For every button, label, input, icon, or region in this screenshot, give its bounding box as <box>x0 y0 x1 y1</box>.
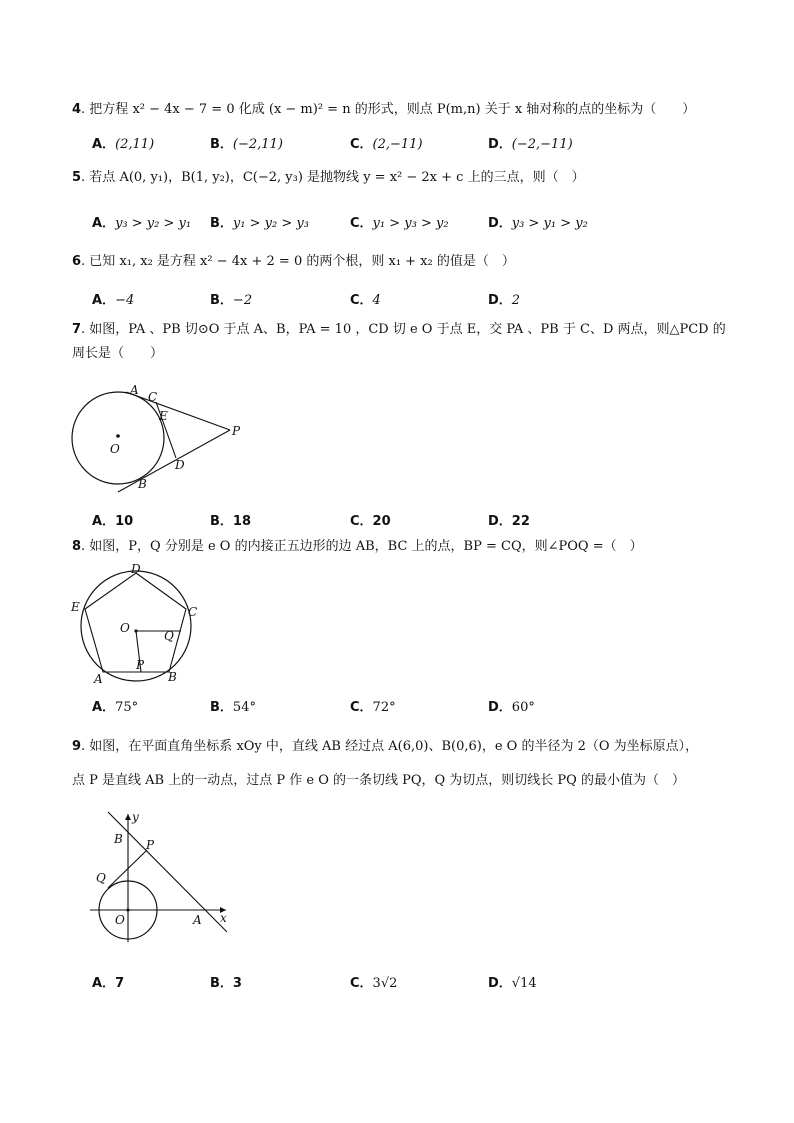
question-7 <box>72 318 732 366</box>
label-p: P <box>232 424 241 438</box>
option-c[interactable]: C．3√2 <box>350 976 398 991</box>
option-c[interactable]: C．(2,−11) <box>350 137 423 152</box>
question-9 <box>72 730 732 798</box>
question-stem: . 如图，在平面直角坐标系 xOy 中，直线 AB 经过点 A(6,0)、B(0,6)，e O 的半径为 2（O 为坐标原点）， <box>81 739 699 754</box>
label-e: E <box>159 409 168 423</box>
question-number: 8 <box>72 539 82 554</box>
label-p: P <box>136 658 145 672</box>
question-number: 9 <box>72 739 82 754</box>
question-stem-continued: 周长是（ ） <box>72 346 164 361</box>
option-b[interactable]: B．y₁ > y₂ > y₃ <box>210 216 309 231</box>
q9-figure <box>86 808 236 948</box>
label-b: B <box>138 477 147 491</box>
label-c: C <box>188 605 198 619</box>
option-a[interactable]: A．7 <box>92 976 125 991</box>
question-6 <box>72 250 732 274</box>
option-c[interactable]: C．20 <box>350 514 391 529</box>
option-a[interactable]: A．75° <box>92 700 139 715</box>
label-q: Q <box>96 871 106 885</box>
question-number: 6 <box>72 254 82 269</box>
label-c: C <box>148 390 158 404</box>
question-stem-continued: 点 P 是直线 AB 上的一动点，过点 P 作 e O 的一条切线 PQ，Q 为切点，则切线长 PQ 的最小值为（ ） <box>72 773 685 788</box>
option-b[interactable]: B．(−2,11) <box>210 137 283 152</box>
option-d[interactable]: D．(−2,−11) <box>488 137 573 152</box>
line-ab <box>108 812 227 932</box>
question-number: 5 <box>72 170 82 185</box>
option-d[interactable]: D．y₃ > y₁ > y₂ <box>488 216 588 231</box>
option-a[interactable]: A．10 <box>92 514 134 529</box>
label-b: B <box>168 670 177 684</box>
question-5 <box>72 166 732 190</box>
label-o: O <box>110 442 120 456</box>
center-point <box>134 629 137 632</box>
option-b[interactable]: B．−2 <box>210 293 253 308</box>
label-x: x <box>220 911 227 925</box>
origin-point <box>126 908 129 911</box>
option-d[interactable]: D．60° <box>488 700 535 715</box>
label-q: Q <box>164 629 174 643</box>
label-a: A <box>130 383 139 397</box>
option-b[interactable]: B．18 <box>210 514 252 529</box>
question-stem: . 已知 x₁, x₂ 是方程 x² − 4x + 2 = 0 的两个根，则 x₁ + x₂ 的值是（ ） <box>81 254 515 269</box>
y-axis-arrow <box>125 814 131 820</box>
q7-figure <box>66 378 256 496</box>
question-4 <box>72 98 732 122</box>
option-d[interactable]: D．√14 <box>488 976 537 991</box>
label-e: E <box>71 600 80 614</box>
question-stem: . 把方程 x² − 4x − 7 = 0 化成 (x − m)² = n 的形式，则点 P(m,n) 关于 x 轴对称的点的坐标为（ ） <box>81 102 696 117</box>
option-a[interactable]: A．y₃ > y₂ > y₁ <box>92 216 192 231</box>
circle-o <box>72 392 164 484</box>
option-a[interactable]: A．(2,11) <box>92 137 155 152</box>
option-b[interactable]: B．54° <box>210 700 256 715</box>
tangent-pb <box>118 430 230 492</box>
option-c[interactable]: C．72° <box>350 700 396 715</box>
option-d[interactable]: D．2 <box>488 293 521 308</box>
label-b: B <box>114 832 123 846</box>
question-stem: . 如图，PA 、PB 切⊙O 于点 A、B，PA = 10 ，CD 切 e O 于点 E，交 PA 、PB 于 C、D 两点，则△PCD 的 <box>81 322 726 337</box>
label-o: O <box>115 913 125 927</box>
option-c[interactable]: C．y₁ > y₃ > y₂ <box>350 216 449 231</box>
q8-figure <box>68 562 198 684</box>
option-c[interactable]: C．4 <box>350 293 381 308</box>
label-a: A <box>193 913 202 927</box>
question-stem: . 如图，P，Q 分别是 e O 的内接正五边形的边 AB，BC 上的点，BP = CQ，则∠POQ =（ ） <box>81 539 643 554</box>
label-a: A <box>94 672 103 684</box>
tangent-pa <box>126 392 230 430</box>
label-p: P <box>146 838 155 852</box>
label-o: O <box>120 621 130 635</box>
option-b[interactable]: B．3 <box>210 976 242 991</box>
question-stem: . 若点 A(0, y₁)，B(1, y₂)，C(−2, y₃) 是抛物线 y = x² − 2x + c 上的三点，则（ ） <box>81 170 585 185</box>
question-number: 4 <box>72 102 82 117</box>
label-d: D <box>175 458 185 472</box>
label-d: D <box>131 562 141 576</box>
option-d[interactable]: D．22 <box>488 514 530 529</box>
question-number: 7 <box>72 322 82 337</box>
label-y: y <box>132 810 139 824</box>
question-8 <box>72 535 732 559</box>
option-a[interactable]: A．−4 <box>92 293 135 308</box>
center-point <box>116 434 120 438</box>
